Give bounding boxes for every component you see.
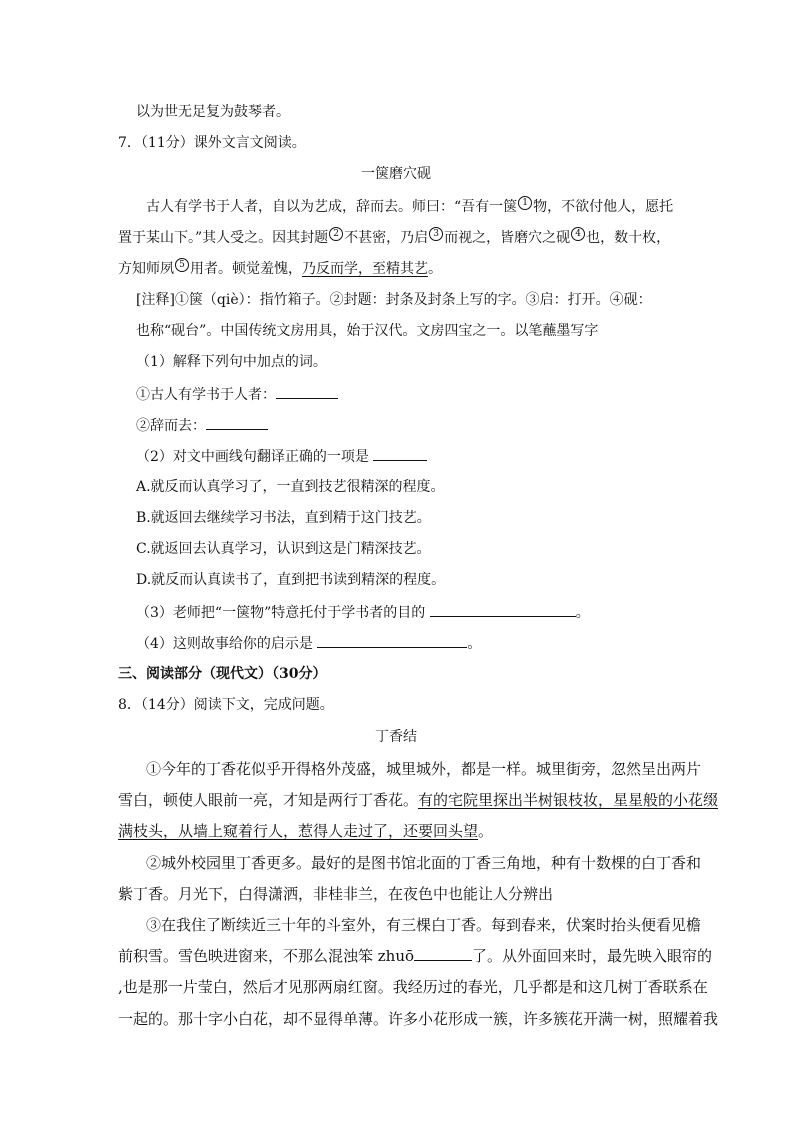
- text: 古人有学书于人者，自以为艺成，辞而去。师曰：“吾有一箧: [146, 199, 518, 215]
- q8-header: 8．（14分）阅读下文，完成问题。: [118, 697, 334, 713]
- q8-paragraph-3-line-3: ,也是那一片莹白，然后才见那两扇红窗。我经历过的春光，几乎都是和这几树丁香联系在: [118, 978, 708, 996]
- q8-paragraph-1-line-3: [118, 821, 678, 841]
- q7-passage-line-2: [118, 227, 678, 248]
- q7-passage-line-1: [146, 196, 706, 217]
- q7-option-c: C.就返回去认真学习，认识到这是门精深技艺。: [136, 541, 431, 557]
- text: ②辞而去：: [136, 418, 206, 434]
- q8-paragraph-3-line-2: [118, 946, 713, 966]
- text: （2）对文中画线句翻译正确的一项是: [136, 449, 369, 465]
- section-3-heading: 三、阅读部分（现代文）（30分）: [118, 666, 327, 682]
- text: 。: [467, 636, 482, 652]
- q7-option-b: B.就返回去继续学习书法，直到精于这门技艺。: [136, 510, 431, 526]
- text: 而视之，皆磨穴之砚: [444, 230, 571, 246]
- text: 。: [575, 605, 590, 621]
- text: 雪白，顿使人眼前一亮，才知是两行丁香花。: [118, 791, 419, 809]
- text: 。: [428, 261, 442, 277]
- q8-paragraph-2-line-2: 紫丁香。月光下，白得潇洒，非桂非兰，在夜色中也能让人分辨出: [118, 885, 554, 903]
- q7-sub-question-1b: [136, 415, 696, 436]
- text: 用者。顿觉羞愧，: [190, 261, 302, 277]
- q8-paragraph-2-line-1: ②城外校园里丁香更多。最好的是图书馆北面的丁香三角地，种有十数棵的白丁香和: [146, 854, 702, 872]
- answer-blank[interactable]: [206, 415, 268, 430]
- q7-note-line-1: [注释]①箧（qiè）：指竹箱子。②封题：封条及封条上写的字。③启：打开。④砚：: [136, 292, 652, 308]
- text: 方知师夙: [118, 261, 174, 277]
- footnote-marker: 4: [571, 227, 585, 241]
- answer-blank[interactable]: [430, 602, 576, 617]
- answer-blank[interactable]: [414, 946, 472, 961]
- footnote-marker: 1: [518, 196, 532, 210]
- q8-paragraph-1-line-1: ①今年的丁香花似乎开得格外茂盛，城里城外，都是一样。城里街旁，忽然呈出两片: [146, 760, 702, 778]
- q6-tail-line: 以为世无足复为鼓琴者。: [136, 104, 290, 120]
- text: 置于某山下。”其人受之。因其封题: [118, 230, 329, 246]
- underlined-sentence: 满枝头，从墙上窥着行人，惹得人走过了，还要回头望: [118, 822, 479, 840]
- text: 不甚密，乃启: [344, 230, 429, 246]
- answer-blank[interactable]: [317, 633, 467, 648]
- q7-header: 7．（11分）课外文言文阅读。: [118, 135, 306, 151]
- underlined-sentence: 乃反而学，至精其艺: [302, 261, 428, 277]
- underlined-sentence: 有的宅院里探出半树银枝妆，星星般的小花缀: [418, 791, 719, 809]
- q7-option-a: A.就反而认真学习了，一直到技艺很精深的程度。: [136, 479, 445, 495]
- q8-paragraph-3-line-4: 一起的。那十字小白花，却不显得单薄。许多小花形成一簇，许多簇花开满一树，照耀着我: [118, 1010, 719, 1028]
- text: 也，数十枚，: [586, 230, 671, 246]
- q7-passage-line-3: [118, 258, 678, 279]
- answer-blank[interactable]: [373, 446, 427, 461]
- q7-note-line-2: 也称“砚台”。中国传统文房用具，始于汉代。文房四宝之一。以笔蘸墨写字: [136, 323, 599, 339]
- text: ①古人有学书于人者：: [136, 387, 276, 403]
- text: 前积雪。雪色映进窗来，不那么混浊笨 zhuō: [118, 947, 415, 965]
- q7-title: 一箧磨穴砚: [361, 166, 431, 182]
- footnote-marker: 2: [329, 227, 343, 241]
- footnote-marker: 5: [175, 258, 189, 272]
- q8-title: 丁香结: [375, 729, 417, 745]
- q7-sub-question-3: [136, 602, 696, 623]
- q7-sub-question-2: [136, 446, 696, 467]
- q8-paragraph-3-line-1: ③在我住了断续近三十年的斗室外，有三棵白丁香。每到春来，伏案时抬头便看见檐: [146, 916, 702, 934]
- q7-sub-question-1: （1）解释下列句中加点的词。: [136, 354, 327, 370]
- footnote-marker: 3: [429, 227, 443, 241]
- text: （3）老师把“一箧物”特意托付于学书者的目的: [136, 605, 426, 621]
- answer-blank[interactable]: [276, 384, 338, 399]
- text: 。: [478, 822, 494, 840]
- text: 了。从外面回来时，最先映入眼帘的: [472, 947, 713, 965]
- q8-paragraph-1-line-2: [118, 790, 719, 810]
- q7-sub-question-4: [136, 633, 696, 654]
- text: 物，不欲付他人，愿托: [533, 199, 674, 215]
- q7-sub-question-1a: [136, 384, 696, 405]
- q7-option-d: D.就反而认真读书了，直到把书读到精深的程度。: [136, 572, 446, 588]
- text: （4）这则故事给你的启示是: [136, 636, 313, 652]
